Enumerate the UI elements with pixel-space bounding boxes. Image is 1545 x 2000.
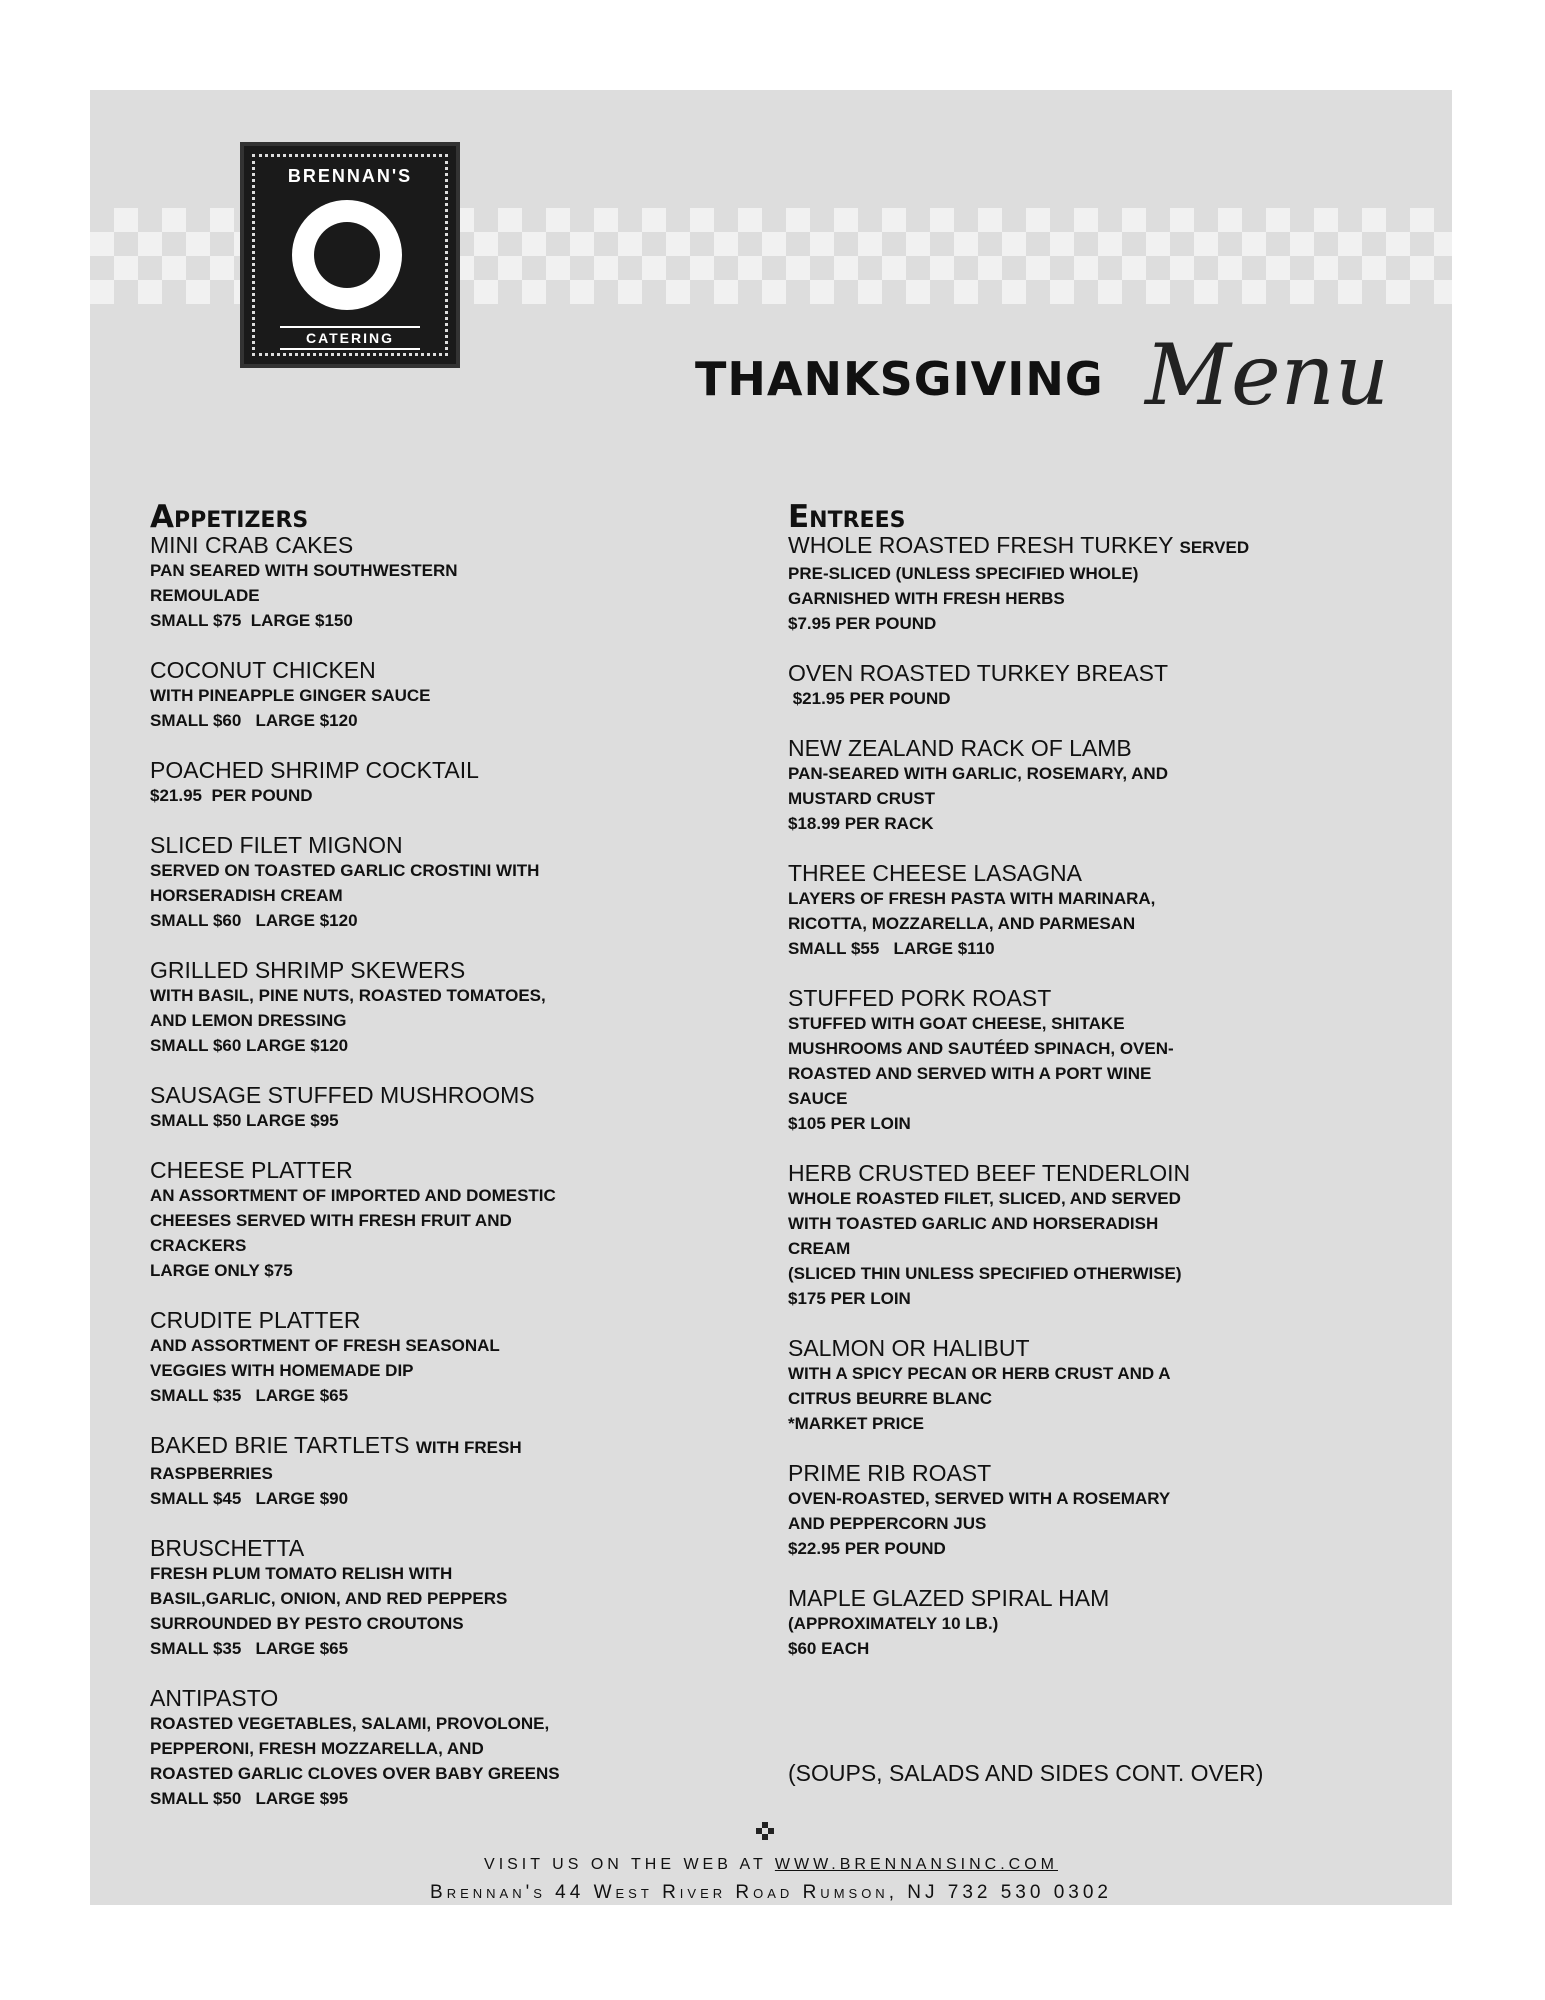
menu-item-desc-line: CHEESES SERVED WITH FRESH FRUIT AND [150,1211,512,1230]
menu-item [150,1157,750,1283]
menu-item [150,1432,750,1511]
menu-item-desc-line: ROASTED VEGETABLES, SALAMI, PROVOLONE, [150,1714,550,1733]
menu-item [788,1160,1408,1311]
menu-item-price: SMALL $75 LARGE $150 [150,611,353,630]
menu-item-desc-line: WITH TOASTED GARLIC AND HORSERADISH [788,1214,1159,1233]
menu-item-name [150,757,750,783]
menu-item [788,1335,1408,1436]
entrees-heading: Entrees [788,499,906,535]
menu-item-title: BRUSCHETTA [150,1535,305,1561]
menu-item-price: $175 PER LOIN [788,1289,911,1308]
menu-item-title: STUFFED PORK ROAST [788,985,1052,1011]
menu-item-price: SMALL $60 LARGE $120 [150,1036,349,1055]
menu-item [788,985,1408,1136]
menu-item-name [150,1307,750,1333]
menu-item [150,657,750,733]
menu-item-desc-line: HORSERADISH CREAM [150,886,343,905]
menu-item-name [788,1460,1408,1486]
menu-item-title: HERB CRUSTED BEEF TENDERLOIN [788,1160,1191,1186]
menu-item-name [788,735,1408,761]
menu-item [788,532,1408,636]
menu-item-name [150,1432,750,1461]
menu-item-desc-line: AND PEPPERCORN JUS [788,1514,987,1533]
menu-item [150,1685,750,1811]
menu-item-name [150,1157,750,1183]
menu-item-desc-line: (SLICED THIN UNLESS SPECIFIED OTHERWISE) [788,1264,1182,1283]
menu-item-price: SMALL $60 LARGE $120 [150,711,358,730]
menu-item [150,532,750,633]
menu-item-title: GRILLED SHRIMP SKEWERS [150,957,466,983]
menu-item [788,1585,1408,1661]
footer-web-prefix: VISIT US ON THE WEB AT [484,1856,775,1873]
menu-item-name [150,532,750,558]
menu-item-desc-line: CRACKERS [150,1236,247,1255]
menu-item-price: SMALL $35 LARGE $65 [150,1639,349,1658]
menu-item-desc-line: AND LEMON DRESSING [150,1011,347,1030]
menu-item-desc-line: PRE-SLICED (UNLESS SPECIFIED WHOLE) [788,564,1139,583]
menu-item-desc-line: MUSTARD CRUST [788,789,936,808]
logo-top-text: BRENNAN'S [287,166,413,186]
menu-item [150,832,750,933]
menu-item-desc-line: SURROUNDED BY PESTO CROUTONS [150,1614,464,1633]
menu-item-title: SAUSAGE STUFFED MUSHROOMS [150,1082,535,1108]
menu-item-price: $22.95 PER POUND [788,1539,946,1558]
menu-item-price: $21.95 PER POUND [150,786,313,805]
appetizers-column [150,499,750,1835]
title-script: Menu [1145,326,1389,424]
menu-item-desc-line: CITRUS BEURRE BLANC [788,1389,992,1408]
menu-item-inline-desc: WITH FRESH [415,1438,522,1457]
footer-web [90,1856,1452,1874]
menu-item [788,1460,1408,1561]
appetizers-list [150,532,750,1811]
menu-item-price: SMALL $55 LARGE $110 [788,939,995,958]
menu-item-desc-line: PEPPERONI, FRESH MOZZARELLA, AND [150,1739,484,1758]
menu-item-name [150,957,750,983]
menu-item-price: $21.95 PER POUND [788,689,951,708]
menu-item-price: $7.95 PER POUND [788,614,937,633]
menu-item-price: *MARKET PRICE [788,1414,925,1433]
menu-item [788,660,1408,711]
appetizers-heading: Appetizers [150,499,309,535]
menu-item-title: WHOLE ROASTED FRESH TURKEY [788,532,1174,558]
footer-address: Brennan's 44 West River Road Rumson, NJ 732 530 0302 [430,1882,1112,1903]
menu-item-name [150,1082,750,1108]
menu-item-desc-line: ROASTED GARLIC CLOVES OVER BABY GREENS [150,1764,560,1783]
menu-item-desc-line: AN ASSORTMENT OF IMPORTED AND DOMESTIC [150,1186,556,1205]
menu-item-title: ANTIPASTO [150,1685,279,1711]
entrees-list [788,532,1408,1661]
menu-item-name [788,532,1408,561]
menu-item-price: $105 PER LOIN [788,1114,911,1133]
menu-item-title: CHEESE PLATTER [150,1157,353,1183]
logo-bottom-text: CATERING [280,326,420,350]
brennans-catering-logo [240,142,460,368]
continued-note: (SOUPS, SALADS AND SIDES CONT. OVER) [788,1760,1264,1786]
menu-item-price: $18.99 PER RACK [788,814,934,833]
page-title [695,326,1435,424]
menu-item-desc-line: PAN SEARED WITH SOUTHWESTERN [150,561,458,580]
menu-item-desc-line: RICOTTA, MOZZARELLA, AND PARMESAN [788,914,1136,933]
menu-item-price: SMALL $50 LARGE $95 [150,1111,339,1130]
menu-item-price: SMALL $60 LARGE $120 [150,911,358,930]
menu-item-title: MINI CRAB CAKES [150,532,354,558]
menu-item-name [788,985,1408,1011]
menu-item-name [788,1160,1408,1186]
menu-item-desc-line: SERVED ON TOASTED GARLIC CROSTINI WITH [150,861,540,880]
menu-item-title: MAPLE GLAZED SPIRAL HAM [788,1585,1110,1611]
menu-item-desc-line: FRESH PLUM TOMATO RELISH WITH [150,1564,453,1583]
menu-item-title: POACHED SHRIMP COCKTAIL [150,757,479,783]
menu-item-desc-line: SAUCE [788,1089,848,1108]
menu-item-price: SMALL $35 LARGE $65 [150,1386,349,1405]
menu-item-name [150,1685,750,1711]
menu-item-name [788,660,1408,686]
menu-item-desc-line: OVEN-ROASTED, SERVED WITH A ROSEMARY [788,1489,1171,1508]
menu-item-name [788,1585,1408,1611]
menu-item [788,860,1408,961]
menu-item-name [150,832,750,858]
menu-item-desc-line: LAYERS OF FRESH PASTA WITH MARINARA, [788,889,1156,908]
menu-item-desc-line: ROASTED AND SERVED WITH A PORT WINE [788,1064,1152,1083]
menu-item-desc-line: PAN-SEARED WITH GARLIC, ROSEMARY, AND [788,764,1168,783]
menu-item-title: COCONUT CHICKEN [150,657,376,683]
menu-item-title: SALMON OR HALIBUT [788,1335,1030,1361]
menu-item [788,735,1408,836]
menu-item-title: SLICED FILET MIGNON [150,832,403,858]
menu-item-title: THREE CHEESE LASAGNA [788,860,1082,886]
menu-item-inline-desc: SERVED [1179,538,1250,557]
menu-item-title: NEW ZEALAND RACK OF LAMB [788,735,1132,761]
title-main: THANKSGIVING [695,352,1104,406]
menu-sheet [90,90,1452,1905]
menu-item-price: $60 EACH [788,1639,870,1658]
menu-item-price: SMALL $50 LARGE $95 [150,1789,349,1808]
menu-item-desc-line: GARNISHED WITH FRESH HERBS [788,589,1065,608]
menu-item-desc-line: (APPROXIMATELY 10 LB.) [788,1614,999,1633]
menu-item-title: OVEN ROASTED TURKEY BREAST [788,660,1169,686]
menu-item-name [788,860,1408,886]
menu-item-title: BAKED BRIE TARTLETS [150,1432,410,1458]
menu-item-desc-line: BASIL,GARLIC, ONION, AND RED PEPPERS [150,1589,508,1608]
menu-item-desc-line: RASPBERRIES [150,1464,273,1483]
menu-item-desc-line: WITH BASIL, PINE NUTS, ROASTED TOMATOES, [150,986,546,1005]
menu-item-name [788,1335,1408,1361]
website-link[interactable]: WWW.BRENNANSINC.COM [774,1856,1058,1873]
menu-item-desc-line: STUFFED WITH GOAT CHEESE, SHITAKE [788,1014,1125,1033]
menu-item-desc-line: WHOLE ROASTED FILET, SLICED, AND SERVED [788,1189,1181,1208]
menu-item [150,957,750,1058]
menu-item-desc-line: REMOULADE [150,586,260,605]
menu-item-title: PRIME RIB ROAST [788,1460,992,1486]
menu-item-desc-line: WITH A SPICY PECAN OR HERB CRUST AND A [788,1364,1171,1383]
menu-item-price: LARGE ONLY $75 [150,1261,293,1280]
menu-item [150,1082,750,1133]
menu-item [150,757,750,808]
menu-item-name [150,657,750,683]
menu-item-name [150,1535,750,1561]
menu-item-desc-line: AND ASSORTMENT OF FRESH SEASONAL [150,1336,500,1355]
menu-item-desc-line: VEGGIES WITH HOMEMADE DIP [150,1361,414,1380]
menu-item-desc-line: WITH PINEAPPLE GINGER SAUCE [150,686,431,705]
menu-item-title: CRUDITE PLATTER [150,1307,361,1333]
checker-divider-icon [756,1822,774,1840]
menu-item-desc-line: CREAM [788,1239,851,1258]
chef-icon [292,200,402,310]
entrees-column [788,499,1408,1685]
menu-item-price: SMALL $45 LARGE $90 [150,1489,349,1508]
menu-item-desc-line: MUSHROOMS AND SAUTÉED SPINACH, OVEN- [788,1039,1174,1058]
menu-item [150,1307,750,1408]
menu-item [150,1535,750,1661]
